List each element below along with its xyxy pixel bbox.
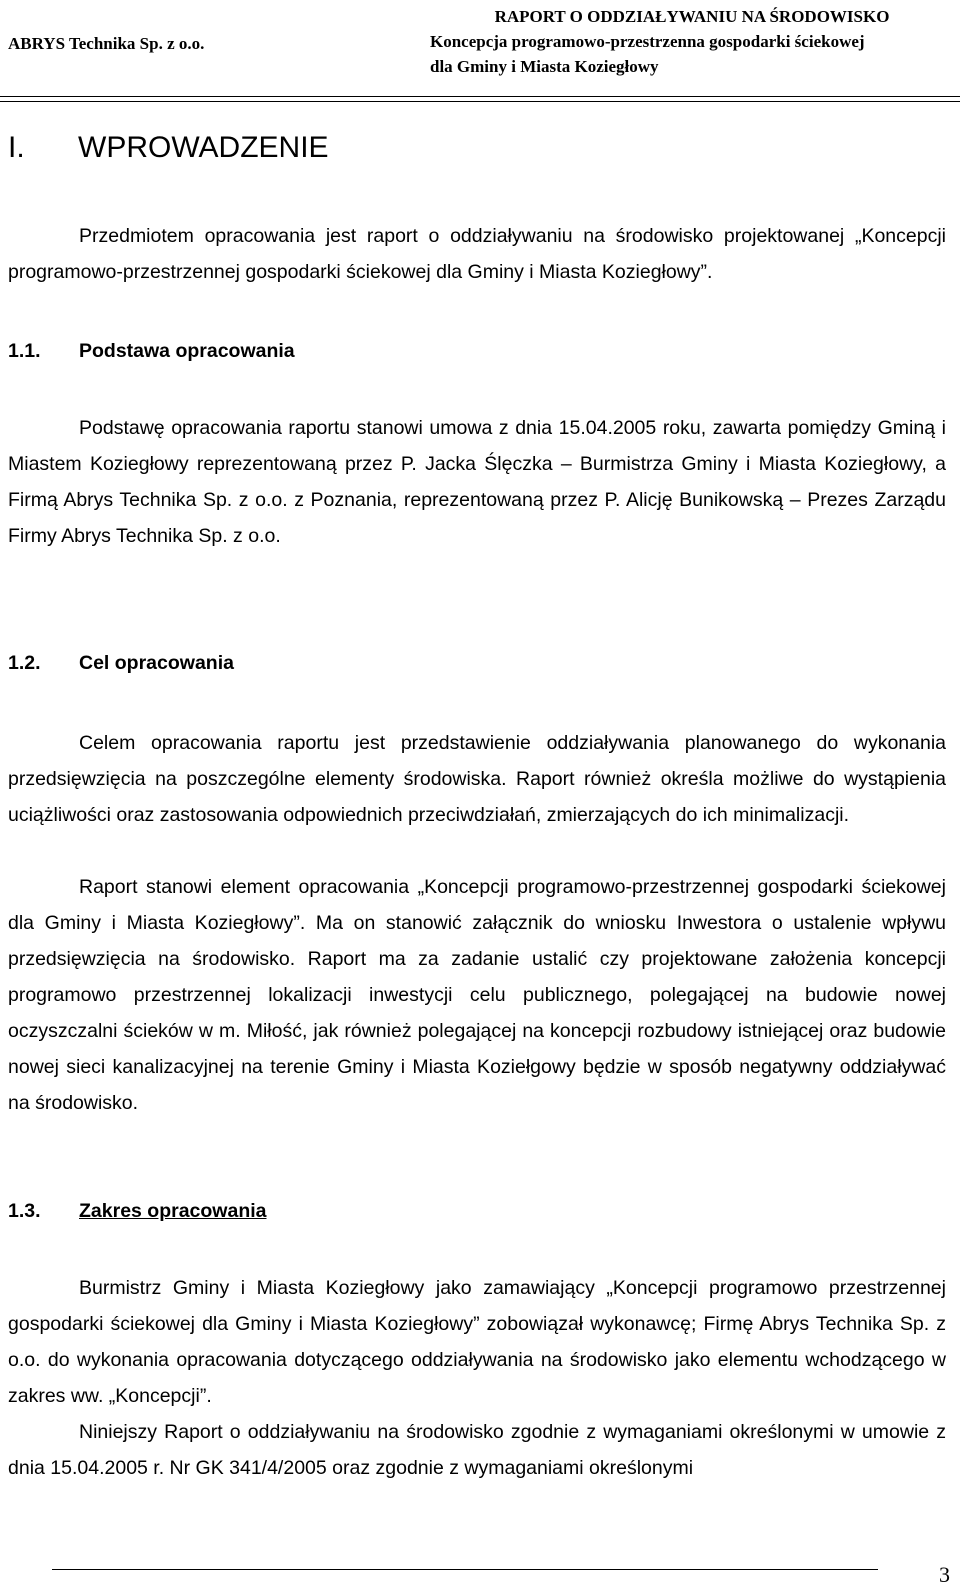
- section-1-2-paragraph-1: Celem opracowania raportu jest przedstawienie oddziaływania planowanego do wykonania przedsięwzięcia na poszczególne elementy środowiska. Raport również określa możliwe do wystąpienia uciążliwości oraz zastosowania odpowiednich przeciwdziałań, zmierzających do ich minimalizacji.: [8, 732, 946, 826]
- header-title-block: [392, 4, 952, 79]
- section-title: Zakres opracowania: [79, 1200, 267, 1222]
- chapter-number: I.: [8, 131, 25, 164]
- header-report-title: RAPORT O ODDZIAŁYWANIU NA ŚRODOWISKO: [494, 7, 890, 26]
- section-number: 1.3.: [8, 1200, 41, 1222]
- section-heading-1-1: [8, 340, 295, 363]
- footer-rule: [52, 1569, 878, 1570]
- section-title: Podstawa opracowania: [79, 340, 295, 362]
- page-number: 3: [939, 1562, 950, 1587]
- header-rule: [0, 96, 960, 97]
- section-1-3-paragraph-2: Niniejszy Raport o oddziaływaniu na środowisko zgodnie z wymaganiami określonymi w umowie z dnia 15.04.2005 r. Nr GK 341/4/2005 oraz zgodnie z wymaganiami określonymi: [8, 1421, 946, 1479]
- chapter-title: WPROWADZENIE: [78, 131, 329, 164]
- section-1-1-paragraph: Podstawę opracowania raportu stanowi umowa z dnia 15.04.2005 roku, zawarta pomiędzy Gminą i Miastem Koziegłowy reprezentowaną przez P. Jacka Ślęczka – Burmistrza Gminy i Miasta Koziegłowy, a Firmą Abrys Technika Sp. z o.o. z Poznania, reprezentowaną przez P. Alicję Bunikowską – Prezes Zarządu Firmy Abrys Technika Sp. z o.o.: [8, 417, 946, 547]
- section-number: 1.2.: [8, 652, 41, 674]
- header-company: ABRYS Technika Sp. z o.o.: [8, 34, 205, 53]
- section-heading-1-3: [8, 1200, 267, 1223]
- intro-paragraph: Przedmiotem opracowania jest raport o oddziaływaniu na środowisko projektowanej „Koncepcji programowo-przestrzennej gospodarki ściekowej dla Gminy i Miasta Koziegłowy”.: [8, 225, 946, 283]
- chapter-heading: [8, 131, 329, 165]
- section-heading-1-2: [8, 652, 234, 675]
- section-title: Cel opracowania: [79, 652, 234, 674]
- header-concept-line1: Koncepcja programowo-przestrzenna gospodarki ściekowej: [430, 32, 865, 51]
- section-1-2-paragraph-2: Raport stanowi element opracowania „Koncepcji programowo-przestrzennej gospodarki ściekowej dla Gminy i Miasta Koziegłowy”. Ma on stanowić załącznik do wniosku Inwestora o ustalenie wpływu przedsięwzięcia na środowisko. Raport ma za zadanie ustalić czy projektowane założenia koncepcji programowo przestrzennej lokalizacji inwestycji celu publicznego, polegającej na budowie nowej oczyszczalni ścieków w m. Miłość, jak również polegającej na koncepcji rozbudowy istniejącej oraz budowie nowej sieci kanalizacyjnej na terenie Gminy i Miasta Koziełgowy będzie w sposób negatywny oddziaływać na środowisko.: [8, 876, 946, 1114]
- section-1-3-paragraph-1: Burmistrz Gminy i Miasta Koziegłowy jako zamawiający „Koncepcji programowo przestrzennej gospodarki ściekowej dla Gminy i Miasta Koziegłowy” zobowiązał wykonawcę; Firmę Abrys Technika Sp. z o.o. do wykonania opracowania dotyczącego oddziaływania na środowisko jako elementu wchodzącego w zakres ww. „Koncepcji”.: [8, 1277, 946, 1407]
- header-rule-thin: [0, 101, 960, 102]
- header-concept-line2: dla Gminy i Miasta Koziegłowy: [430, 57, 659, 76]
- section-number: 1.1.: [8, 340, 41, 362]
